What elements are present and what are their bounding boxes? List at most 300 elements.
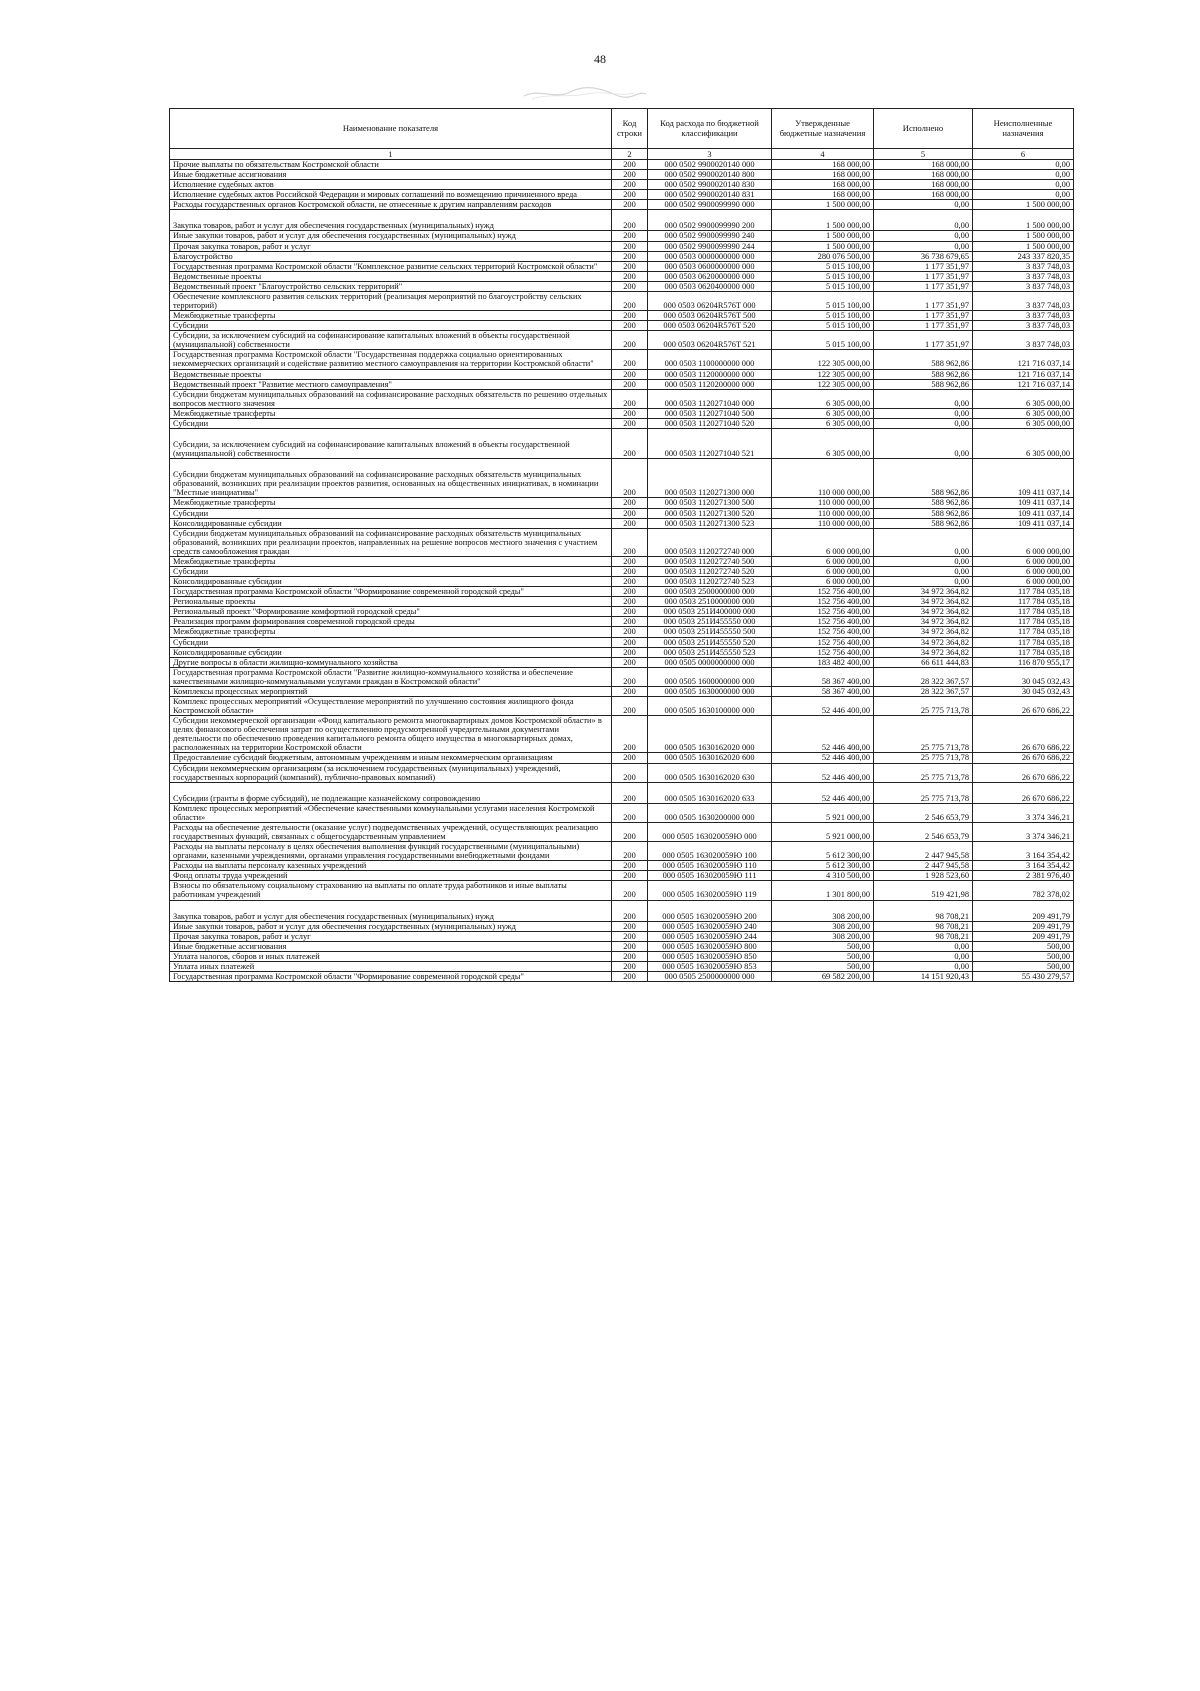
row-executed-amount: 0,00 bbox=[874, 961, 973, 971]
row-budget-code: 000 0505 163020059Ю 240 bbox=[648, 921, 772, 931]
row-line-code: 200 bbox=[612, 408, 648, 418]
table-row bbox=[170, 921, 1074, 931]
table-row bbox=[170, 200, 1074, 210]
row-approved-amount: 1 500 000,00 bbox=[772, 210, 874, 231]
row-executed-amount: 2 546 653,79 bbox=[874, 822, 973, 841]
table-row bbox=[170, 518, 1074, 528]
table-row bbox=[170, 900, 1074, 921]
row-executed-amount: 168 000,00 bbox=[874, 160, 973, 170]
row-indicator-name: Субсидии, за исключением субсидий на софинансирование капитальных вложений в объекты государственной (муниципальной) собственности bbox=[170, 429, 612, 459]
table-row bbox=[170, 577, 1074, 587]
row-budget-code: 000 0502 9900099990 000 bbox=[648, 200, 772, 210]
table-row bbox=[170, 861, 1074, 871]
row-approved-amount: 110 000 000,00 bbox=[772, 518, 874, 528]
row-line-code: 200 bbox=[612, 241, 648, 251]
column-number-row bbox=[170, 149, 1074, 160]
row-remaining-amount: 1 500 000,00 bbox=[973, 231, 1074, 241]
row-remaining-amount: 3 837 748,03 bbox=[973, 281, 1074, 291]
row-remaining-amount: 109 411 037,14 bbox=[973, 459, 1074, 498]
row-executed-amount: 588 962,86 bbox=[874, 459, 973, 498]
row-remaining-amount: 500,00 bbox=[973, 941, 1074, 951]
row-line-code: 200 bbox=[612, 822, 648, 841]
row-executed-amount: 1 928 523,60 bbox=[874, 871, 973, 881]
row-indicator-name: Закупка товаров, работ и услуг для обеспечения государственных (муниципальных) нужд bbox=[170, 210, 612, 231]
row-remaining-amount: 6 305 000,00 bbox=[973, 408, 1074, 418]
row-indicator-name: Субсидии bbox=[170, 508, 612, 518]
row-remaining-amount: 26 670 686,22 bbox=[973, 782, 1074, 803]
table-row bbox=[170, 231, 1074, 241]
row-approved-amount: 1 500 000,00 bbox=[772, 241, 874, 251]
row-indicator-name: Государственная программа Костромской области "Комплексное развитие сельских территорий Костромской области" bbox=[170, 261, 612, 271]
row-budget-code: 000 0505 163020059Ю 850 bbox=[648, 951, 772, 961]
row-approved-amount: 500,00 bbox=[772, 961, 874, 971]
row-budget-code: 000 0505 1630162020 600 bbox=[648, 753, 772, 763]
row-remaining-amount: 55 430 279,57 bbox=[973, 972, 1074, 982]
row-line-code: 200 bbox=[612, 607, 648, 617]
row-indicator-name: Субсидии бюджетам муниципальных образований на софинансирование расходных обязательств по решению отдельных вопросов местного значения bbox=[170, 389, 612, 408]
row-budget-code: 000 0502 9900099990 200 bbox=[648, 210, 772, 231]
row-approved-amount: 168 000,00 bbox=[772, 170, 874, 180]
row-budget-code: 000 0505 1630200000 000 bbox=[648, 803, 772, 822]
row-approved-amount: 5 015 100,00 bbox=[772, 311, 874, 321]
row-executed-amount: 25 775 713,78 bbox=[874, 696, 973, 715]
table-row bbox=[170, 556, 1074, 566]
row-indicator-name: Реализация программ формирования современной городской среды bbox=[170, 617, 612, 627]
row-budget-code: 000 0505 1630000000 000 bbox=[648, 686, 772, 696]
row-indicator-name: Субсидии некоммерческой организации «Фонд капитального ремонта многоквартирных домов Костромской области» в целях финансового обеспечения затрат по осуществлению предусмотренной учредительными документами деятельности по обеспечению проведения капитального ремонта общего имущества в многоквартирных домах, расположенных на территории Костромской области bbox=[170, 716, 612, 753]
row-remaining-amount: 0,00 bbox=[973, 160, 1074, 170]
row-executed-amount: 588 962,86 bbox=[874, 350, 973, 369]
row-remaining-amount: 117 784 035,18 bbox=[973, 627, 1074, 637]
row-remaining-amount: 1 500 000,00 bbox=[973, 200, 1074, 210]
row-indicator-name: Другие вопросы в области жилищно-коммунального хозяйства bbox=[170, 657, 612, 667]
row-line-code: 200 bbox=[612, 577, 648, 587]
row-executed-amount: 519 421,98 bbox=[874, 881, 973, 900]
row-executed-amount: 1 177 351,97 bbox=[874, 311, 973, 321]
row-remaining-amount: 3 374 346,21 bbox=[973, 822, 1074, 841]
row-remaining-amount: 782 378,02 bbox=[973, 881, 1074, 900]
row-indicator-name: Комплексы процессных мероприятий bbox=[170, 686, 612, 696]
row-indicator-name: Прочая закупка товаров, работ и услуг bbox=[170, 931, 612, 941]
column-number: 4 bbox=[772, 149, 874, 160]
row-executed-amount: 25 775 713,78 bbox=[874, 716, 973, 753]
column-number: 6 bbox=[973, 149, 1074, 160]
row-approved-amount: 152 756 400,00 bbox=[772, 597, 874, 607]
row-indicator-name: Субсидии bbox=[170, 321, 612, 331]
row-budget-code: 000 0505 163020059Ю 110 bbox=[648, 861, 772, 871]
table-row bbox=[170, 716, 1074, 753]
row-approved-amount: 6 000 000,00 bbox=[772, 577, 874, 587]
row-remaining-amount: 6 000 000,00 bbox=[973, 556, 1074, 566]
row-approved-amount: 5 015 100,00 bbox=[772, 321, 874, 331]
row-approved-amount: 122 305 000,00 bbox=[772, 350, 874, 369]
row-approved-amount: 52 446 400,00 bbox=[772, 716, 874, 753]
row-indicator-name: Прочая закупка товаров, работ и услуг bbox=[170, 241, 612, 251]
row-executed-amount: 25 775 713,78 bbox=[874, 753, 973, 763]
row-remaining-amount: 500,00 bbox=[973, 961, 1074, 971]
table-row bbox=[170, 379, 1074, 389]
row-line-code: 200 bbox=[612, 528, 648, 556]
row-line-code: 200 bbox=[612, 369, 648, 379]
row-approved-amount: 1 500 000,00 bbox=[772, 200, 874, 210]
row-indicator-name: Благоустройство bbox=[170, 251, 612, 261]
row-indicator-name: Комплекс процессных мероприятий «Обеспечение качественными коммунальными услугами населения Костромской области» bbox=[170, 803, 612, 822]
row-approved-amount: 280 076 500,00 bbox=[772, 251, 874, 261]
row-line-code: 200 bbox=[612, 803, 648, 822]
row-line-code: 200 bbox=[612, 763, 648, 782]
row-line-code: 200 bbox=[612, 291, 648, 310]
row-remaining-amount: 0,00 bbox=[973, 190, 1074, 200]
row-remaining-amount: 0,00 bbox=[973, 180, 1074, 190]
row-budget-code: 000 0503 1120271300 520 bbox=[648, 508, 772, 518]
row-line-code: 200 bbox=[612, 842, 648, 861]
row-executed-amount: 2 447 945,58 bbox=[874, 842, 973, 861]
row-line-code: 200 bbox=[612, 617, 648, 627]
row-indicator-name: Ведомственный проект "Благоустройство сельских территорий" bbox=[170, 281, 612, 291]
row-remaining-amount: 1 500 000,00 bbox=[973, 210, 1074, 231]
row-budget-code: 000 0505 163020059Ю 111 bbox=[648, 871, 772, 881]
row-budget-code: 000 0502 9900099990 244 bbox=[648, 241, 772, 251]
row-budget-code: 000 0502 9900020140 830 bbox=[648, 180, 772, 190]
row-approved-amount: 152 756 400,00 bbox=[772, 587, 874, 597]
row-approved-amount: 500,00 bbox=[772, 941, 874, 951]
table-row bbox=[170, 941, 1074, 951]
table-row bbox=[170, 160, 1074, 170]
row-approved-amount: 308 200,00 bbox=[772, 900, 874, 921]
row-remaining-amount: 6 305 000,00 bbox=[973, 389, 1074, 408]
row-budget-code: 000 0503 1120271040 520 bbox=[648, 418, 772, 428]
row-executed-amount: 34 972 364,82 bbox=[874, 627, 973, 637]
row-budget-code: 000 0503 1120271300 000 bbox=[648, 459, 772, 498]
row-line-code: 200 bbox=[612, 389, 648, 408]
row-executed-amount: 1 177 351,97 bbox=[874, 331, 973, 350]
row-executed-amount: 0,00 bbox=[874, 200, 973, 210]
row-remaining-amount: 26 670 686,22 bbox=[973, 763, 1074, 782]
row-indicator-name: Государственная программа Костромской области "Формирование современной городской среды" bbox=[170, 972, 612, 982]
table-row bbox=[170, 972, 1074, 982]
row-line-code: 200 bbox=[612, 716, 648, 753]
row-line-code: 200 bbox=[612, 498, 648, 508]
column-number: 5 bbox=[874, 149, 973, 160]
row-line-code: 200 bbox=[612, 231, 648, 241]
table-row bbox=[170, 408, 1074, 418]
row-indicator-name: Иные закупки товаров, работ и услуг для обеспечения государственных (муниципальных) нужд bbox=[170, 921, 612, 931]
row-line-code: 200 bbox=[612, 667, 648, 686]
row-approved-amount: 152 756 400,00 bbox=[772, 637, 874, 647]
row-approved-amount: 122 305 000,00 bbox=[772, 369, 874, 379]
row-approved-amount: 152 756 400,00 bbox=[772, 627, 874, 637]
row-indicator-name: Обеспечение комплексного развития сельских территорий (реализация мероприятий по благоустройству сельских территорий) bbox=[170, 291, 612, 310]
row-executed-amount: 168 000,00 bbox=[874, 180, 973, 190]
row-indicator-name: Консолидированные субсидии bbox=[170, 577, 612, 587]
row-line-code: 200 bbox=[612, 200, 648, 210]
table-row bbox=[170, 389, 1074, 408]
row-approved-amount: 1 500 000,00 bbox=[772, 231, 874, 241]
table-row bbox=[170, 696, 1074, 715]
row-remaining-amount: 3 837 748,03 bbox=[973, 321, 1074, 331]
row-remaining-amount: 3 837 748,03 bbox=[973, 311, 1074, 321]
row-line-code: 200 bbox=[612, 281, 648, 291]
row-approved-amount: 122 305 000,00 bbox=[772, 379, 874, 389]
row-indicator-name: Государственная программа Костромской области "Формирование современной городской среды" bbox=[170, 587, 612, 597]
row-remaining-amount: 109 411 037,14 bbox=[973, 508, 1074, 518]
row-approved-amount: 5 612 300,00 bbox=[772, 842, 874, 861]
row-indicator-name: Расходы на обеспечение деятельности (оказание услуг) подведомственных учреждений, осуществляющих реализацию государственных функций, связанных с общегосударственным управлением bbox=[170, 822, 612, 841]
row-remaining-amount: 26 670 686,22 bbox=[973, 716, 1074, 753]
row-line-code: 200 bbox=[612, 686, 648, 696]
table-row bbox=[170, 951, 1074, 961]
row-executed-amount: 36 738 679,65 bbox=[874, 251, 973, 261]
row-line-code: 200 bbox=[612, 251, 648, 261]
row-line-code: 200 bbox=[612, 508, 648, 518]
table-row bbox=[170, 686, 1074, 696]
row-approved-amount: 52 446 400,00 bbox=[772, 763, 874, 782]
column-number: 3 bbox=[648, 149, 772, 160]
row-line-code: 200 bbox=[612, 210, 648, 231]
row-line-code: 200 bbox=[612, 379, 648, 389]
row-budget-code: 000 0505 1600000000 000 bbox=[648, 667, 772, 686]
page-number: 48 bbox=[594, 52, 606, 66]
row-budget-code: 000 0503 251И455550 500 bbox=[648, 627, 772, 637]
row-budget-code: 000 0505 1630162020 000 bbox=[648, 716, 772, 753]
row-executed-amount: 2 447 945,58 bbox=[874, 861, 973, 871]
header-executed: Исполнено bbox=[874, 109, 973, 149]
row-approved-amount: 168 000,00 bbox=[772, 190, 874, 200]
row-remaining-amount: 3 837 748,03 bbox=[973, 271, 1074, 281]
row-line-code: 200 bbox=[612, 597, 648, 607]
row-budget-code: 000 0502 9900099990 240 bbox=[648, 231, 772, 241]
row-line-code: 200 bbox=[612, 321, 648, 331]
row-indicator-name: Ведомственные проекты bbox=[170, 271, 612, 281]
row-budget-code: 000 0503 1120271040 000 bbox=[648, 389, 772, 408]
row-indicator-name: Субсидии bbox=[170, 637, 612, 647]
row-line-code: 200 bbox=[612, 627, 648, 637]
row-executed-amount: 1 177 351,97 bbox=[874, 261, 973, 271]
row-budget-code: 000 0503 2510000000 000 bbox=[648, 597, 772, 607]
row-budget-code: 000 0505 0000000000 000 bbox=[648, 657, 772, 667]
row-budget-code: 000 0505 163020059Ю 800 bbox=[648, 941, 772, 951]
row-budget-code: 000 0503 1120272740 520 bbox=[648, 566, 772, 576]
row-budget-code: 000 0503 251И455550 000 bbox=[648, 617, 772, 627]
table-row bbox=[170, 369, 1074, 379]
table-row bbox=[170, 261, 1074, 271]
row-executed-amount: 1 177 351,97 bbox=[874, 281, 973, 291]
row-remaining-amount: 3 837 748,03 bbox=[973, 331, 1074, 350]
row-approved-amount: 6 000 000,00 bbox=[772, 528, 874, 556]
row-remaining-amount: 6 305 000,00 bbox=[973, 429, 1074, 459]
table-row bbox=[170, 429, 1074, 459]
table-row bbox=[170, 647, 1074, 657]
row-approved-amount: 52 446 400,00 bbox=[772, 782, 874, 803]
row-executed-amount: 588 962,86 bbox=[874, 508, 973, 518]
row-approved-amount: 58 367 400,00 bbox=[772, 686, 874, 696]
table-row bbox=[170, 291, 1074, 310]
row-line-code: 200 bbox=[612, 657, 648, 667]
row-line-code: 200 bbox=[612, 311, 648, 321]
row-budget-code: 000 0503 0620000000 000 bbox=[648, 271, 772, 281]
row-indicator-name: Субсидии bbox=[170, 566, 612, 576]
row-budget-code: 000 0503 06204R576T 000 bbox=[648, 291, 772, 310]
row-remaining-amount: 6 000 000,00 bbox=[973, 577, 1074, 587]
row-remaining-amount: 3 837 748,03 bbox=[973, 261, 1074, 271]
row-line-code: 200 bbox=[612, 696, 648, 715]
header-remaining: Неисполненные назначения bbox=[973, 109, 1074, 149]
row-remaining-amount: 243 337 820,35 bbox=[973, 251, 1074, 261]
row-budget-code: 000 0503 0620400000 000 bbox=[648, 281, 772, 291]
row-approved-amount: 5 612 300,00 bbox=[772, 861, 874, 871]
row-indicator-name: Ведомственный проект "Развитие местного самоуправления" bbox=[170, 379, 612, 389]
row-indicator-name: Расходы на выплаты персоналу казенных учреждений bbox=[170, 861, 612, 871]
row-line-code: 200 bbox=[612, 961, 648, 971]
row-indicator-name: Иные бюджетные ассигнования bbox=[170, 170, 612, 180]
faint-stamp-mark bbox=[520, 84, 650, 102]
row-line-code: 200 bbox=[612, 637, 648, 647]
row-line-code: 200 bbox=[612, 271, 648, 281]
table-row bbox=[170, 961, 1074, 971]
row-remaining-amount: 6 000 000,00 bbox=[973, 566, 1074, 576]
row-indicator-name: Расходы на выплаты персоналу в целях обеспечения выполнения функций государственными (муниципальными) органами, казенными учреждениями, органами управления государственными внебюджетными фондами bbox=[170, 842, 612, 861]
table-row bbox=[170, 597, 1074, 607]
row-line-code: 200 bbox=[612, 429, 648, 459]
row-executed-amount: 0,00 bbox=[874, 951, 973, 961]
row-indicator-name: Ведомственные проекты bbox=[170, 369, 612, 379]
column-number: 2 bbox=[612, 149, 648, 160]
row-executed-amount: 2 546 653,79 bbox=[874, 803, 973, 822]
row-budget-code: 000 0505 163020059Ю 100 bbox=[648, 842, 772, 861]
row-line-code: 200 bbox=[612, 900, 648, 921]
table-row bbox=[170, 281, 1074, 291]
table-row bbox=[170, 311, 1074, 321]
table-row bbox=[170, 459, 1074, 498]
table-row bbox=[170, 180, 1074, 190]
row-executed-amount: 588 962,86 bbox=[874, 379, 973, 389]
table-row bbox=[170, 782, 1074, 803]
row-budget-code: 000 0505 1630100000 000 bbox=[648, 696, 772, 715]
row-approved-amount: 5 015 100,00 bbox=[772, 291, 874, 310]
row-executed-amount: 0,00 bbox=[874, 528, 973, 556]
table-row bbox=[170, 587, 1074, 597]
row-approved-amount: 58 367 400,00 bbox=[772, 667, 874, 686]
row-budget-code: 000 0505 1630162020 630 bbox=[648, 763, 772, 782]
row-approved-amount: 308 200,00 bbox=[772, 931, 874, 941]
row-remaining-amount: 117 784 035,18 bbox=[973, 637, 1074, 647]
row-indicator-name: Исполнение судебных актов Российской Федерации и мировых соглашений по возмещению причиненного вреда bbox=[170, 190, 612, 200]
row-indicator-name: Субсидии bbox=[170, 418, 612, 428]
row-budget-code: 000 0502 9900020140 831 bbox=[648, 190, 772, 200]
row-approved-amount: 5 015 100,00 bbox=[772, 271, 874, 281]
table-row bbox=[170, 753, 1074, 763]
row-line-code: 200 bbox=[612, 951, 648, 961]
row-executed-amount: 0,00 bbox=[874, 231, 973, 241]
row-executed-amount: 98 708,21 bbox=[874, 900, 973, 921]
table-row bbox=[170, 498, 1074, 508]
row-remaining-amount: 109 411 037,14 bbox=[973, 498, 1074, 508]
row-remaining-amount: 209 491,79 bbox=[973, 921, 1074, 931]
table-row bbox=[170, 842, 1074, 861]
row-executed-amount: 0,00 bbox=[874, 941, 973, 951]
row-budget-code: 000 0503 1120272740 000 bbox=[648, 528, 772, 556]
row-indicator-name: Государственная программа Костромской области "Государственная поддержка социально ориентированных некоммерческих организаций и содействие развитию местного самоуправления на территории Костромской области" bbox=[170, 350, 612, 369]
row-executed-amount: 0,00 bbox=[874, 429, 973, 459]
row-budget-code: 000 0503 251И400000 000 bbox=[648, 607, 772, 617]
row-indicator-name: Фонд оплаты труда учреждений bbox=[170, 871, 612, 881]
table-row bbox=[170, 637, 1074, 647]
row-indicator-name: Уплата иных платежей bbox=[170, 961, 612, 971]
row-line-code: 200 bbox=[612, 160, 648, 170]
row-budget-code: 000 0503 1120271300 523 bbox=[648, 518, 772, 528]
row-budget-code: 000 0503 06204R576T 500 bbox=[648, 311, 772, 321]
row-line-code: 200 bbox=[612, 647, 648, 657]
row-line-code: 200 bbox=[612, 180, 648, 190]
row-approved-amount: 5 015 100,00 bbox=[772, 261, 874, 271]
row-remaining-amount: 117 784 035,18 bbox=[973, 597, 1074, 607]
row-executed-amount: 588 962,86 bbox=[874, 498, 973, 508]
row-executed-amount: 98 708,21 bbox=[874, 931, 973, 941]
row-approved-amount: 5 921 000,00 bbox=[772, 822, 874, 841]
row-executed-amount: 0,00 bbox=[874, 408, 973, 418]
row-approved-amount: 110 000 000,00 bbox=[772, 459, 874, 498]
row-indicator-name: Субсидии некоммерческим организациям (за исключением государственных (муниципальных) учреждений, государственных корпораций (компаний), публично-правовых компаний) bbox=[170, 763, 612, 782]
row-budget-code: 000 0505 163020059Ю 200 bbox=[648, 900, 772, 921]
row-executed-amount: 98 708,21 bbox=[874, 921, 973, 931]
row-approved-amount: 152 756 400,00 bbox=[772, 647, 874, 657]
row-approved-amount: 4 310 500,00 bbox=[772, 871, 874, 881]
row-executed-amount: 588 962,86 bbox=[874, 369, 973, 379]
row-remaining-amount: 209 491,79 bbox=[973, 931, 1074, 941]
row-line-code: 200 bbox=[612, 190, 648, 200]
row-indicator-name: Предоставление субсидий бюджетным, автономным учреждениям и иным некоммерческим организациям bbox=[170, 753, 612, 763]
row-remaining-amount: 0,00 bbox=[973, 170, 1074, 180]
row-approved-amount: 168 000,00 bbox=[772, 180, 874, 190]
row-approved-amount: 5 015 100,00 bbox=[772, 331, 874, 350]
row-approved-amount: 5 921 000,00 bbox=[772, 803, 874, 822]
row-line-code: 200 bbox=[612, 972, 648, 982]
row-approved-amount: 152 756 400,00 bbox=[772, 607, 874, 617]
row-indicator-name: Прочие выплаты по обязательствам Костромской области bbox=[170, 160, 612, 170]
row-budget-code: 000 0503 1120271300 500 bbox=[648, 498, 772, 508]
row-approved-amount: 308 200,00 bbox=[772, 921, 874, 931]
row-remaining-amount: 2 381 976,40 bbox=[973, 871, 1074, 881]
table-row bbox=[170, 418, 1074, 428]
row-executed-amount: 34 972 364,82 bbox=[874, 637, 973, 647]
row-executed-amount: 34 972 364,82 bbox=[874, 597, 973, 607]
row-executed-amount: 0,00 bbox=[874, 210, 973, 231]
row-indicator-name: Субсидии бюджетам муниципальных образований на софинансирование расходных обязательств муниципальных образований, возникших при реализации проектов, направленных на решение вопросов местного значения с участием средств самообложения граждан bbox=[170, 528, 612, 556]
row-executed-amount: 1 177 351,97 bbox=[874, 271, 973, 281]
row-remaining-amount: 26 670 686,22 bbox=[973, 753, 1074, 763]
row-indicator-name: Региональный проект "Формирование комфортной городской среды" bbox=[170, 607, 612, 617]
row-indicator-name: Субсидии, за исключением субсидий на софинансирование капитальных вложений в объекты государственной (муниципальной) собственности bbox=[170, 331, 612, 350]
row-indicator-name: Субсидии бюджетам муниципальных образований на софинансирование расходных обязательств муниципальных образований, возникших при реализации проектов развития, основанных на общественных инициативах, в номинации "Местные инициативы" bbox=[170, 459, 612, 498]
table-row bbox=[170, 251, 1074, 261]
row-line-code: 200 bbox=[612, 518, 648, 528]
budget-execution-table bbox=[169, 108, 1074, 982]
row-executed-amount: 0,00 bbox=[874, 389, 973, 408]
row-remaining-amount: 26 670 686,22 bbox=[973, 696, 1074, 715]
row-approved-amount: 6 305 000,00 bbox=[772, 418, 874, 428]
row-line-code: 200 bbox=[612, 170, 648, 180]
row-indicator-name: Межбюджетные трансферты bbox=[170, 311, 612, 321]
row-approved-amount: 500,00 bbox=[772, 951, 874, 961]
row-executed-amount: 0,00 bbox=[874, 241, 973, 251]
row-remaining-amount: 3 837 748,03 bbox=[973, 291, 1074, 310]
table-row bbox=[170, 528, 1074, 556]
row-budget-code: 000 0503 1120271040 521 bbox=[648, 429, 772, 459]
row-approved-amount: 5 015 100,00 bbox=[772, 281, 874, 291]
row-executed-amount: 0,00 bbox=[874, 418, 973, 428]
row-executed-amount: 25 775 713,78 bbox=[874, 763, 973, 782]
row-line-code: 200 bbox=[612, 931, 648, 941]
